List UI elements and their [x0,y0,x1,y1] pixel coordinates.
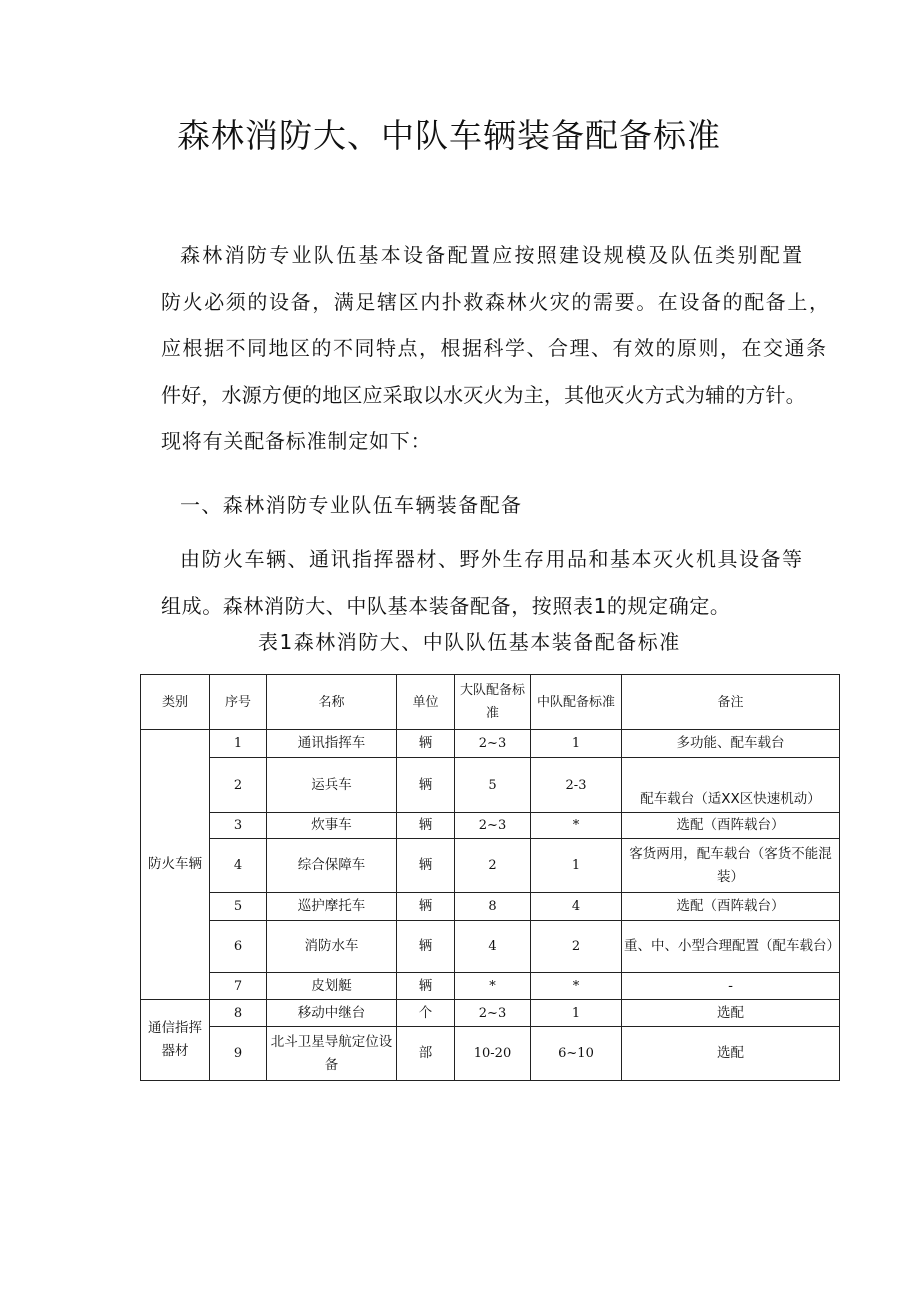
seq-cell: 9 [210,1027,267,1081]
intro-line: 防火必须的设备，满足辖区内扑救森林火灾的需要。在设备的配备上， [161,289,831,314]
brigade-cell: 2~3 [455,1000,531,1027]
seq-cell: 5 [210,893,267,921]
table-row [141,730,840,758]
seq-cell: 3 [210,813,267,839]
seq-cell: 7 [210,973,267,1000]
remark-cell: 选配 [622,1000,840,1027]
table-caption: 表1森林消防大、中队队伍基本装备配备标准 [258,630,681,654]
seq-cell: 2 [210,758,267,813]
brigade-cell: 8 [455,893,531,921]
intro-line: 森林消防专业队伍基本设备配置应按照建设规模及队伍类别配置 [180,243,805,267]
intro-line: 应根据不同地区的不同特点，根据科学、合理、有效的原则，在交通条 [161,336,828,360]
name-cell: 皮划艇 [267,973,397,1000]
table-row [141,1000,840,1027]
table-row [141,813,840,839]
unit-cell: 部 [397,1027,455,1081]
section-line: 由防火车辆、通讯指挥器材、野外生存用品和基本灭火机具设备等 [180,547,804,571]
name-cell: 移动中继台 [267,1000,397,1027]
seq-cell: 8 [210,1000,267,1027]
squadron-cell: 4 [531,893,622,921]
brigade-cell: * [455,973,531,1000]
seq-cell: 4 [210,839,267,893]
category-cell: 防火车辆 [141,730,210,1000]
section-heading: 一、森林消防专业队伍车辆装备配备 [180,493,523,517]
name-cell: 消防水车 [267,921,397,973]
unit-cell: 辆 [397,813,455,839]
remark-cell: 多功能、配车载台 [622,730,840,758]
intro-line: 件好，水源方便的地区应采取以水灭火为主，其他灭火方式为辅的方针。 [161,382,806,407]
remark-cell: - [622,973,840,1000]
header-brigade: 大队配备标准 [455,675,531,730]
header-unit: 单位 [397,675,455,730]
unit-cell: 辆 [397,839,455,893]
header-squadron: 中队配备标准 [531,675,622,730]
squadron-cell: * [531,813,622,839]
table-row [141,921,840,973]
remark-cell: 客货两用，配车载台（客货不能混装） [622,839,840,893]
unit-cell: 辆 [397,730,455,758]
brigade-cell: 2~3 [455,813,531,839]
name-cell: 巡护摩托车 [267,893,397,921]
header-remark: 备注 [622,675,840,730]
section-line: 组成。森林消防大、中队基本装备配备，按照表1的规定确定。 [161,593,731,618]
unit-cell: 个 [397,1000,455,1027]
category-cell: 通信指挥器材 [141,1000,210,1081]
unit-cell: 辆 [397,921,455,973]
unit-cell: 辆 [397,893,455,921]
name-cell: 通讯指挥车 [267,730,397,758]
brigade-cell: 4 [455,921,531,973]
table-row [141,973,840,1000]
table-row [141,839,840,893]
squadron-cell: 1 [531,1000,622,1027]
remark-cell: 选配（酉阵载台） [622,813,840,839]
document-title: 森林消防大、中队车辆装备配备标准 [177,116,721,155]
name-cell: 综合保障车 [267,839,397,893]
brigade-cell: 10-20 [455,1027,531,1081]
remark-cell: 重、中、小型合理配置（配车载台） [622,921,840,973]
squadron-cell: 1 [531,730,622,758]
table-row [141,1027,840,1081]
name-cell: 炊事车 [267,813,397,839]
brigade-cell: 2 [455,839,531,893]
squadron-cell: 2-3 [531,758,622,813]
table-header-row [141,675,840,730]
name-cell: 北斗卫星导航定位设备 [267,1027,397,1081]
section-paragraph [161,536,858,629]
unit-cell: 辆 [397,973,455,1000]
table-row [141,893,840,921]
remark-cell: 选配（酉阵载台） [622,893,840,921]
brigade-cell: 2~3 [455,730,531,758]
squadron-cell: 1 [531,839,622,893]
squadron-cell: * [531,973,622,1000]
remark-cell: 选配 [622,1027,840,1081]
seq-cell: 6 [210,921,267,973]
header-seq: 序号 [210,675,267,730]
table-row [141,758,840,813]
squadron-cell: 2 [531,921,622,973]
unit-cell: 辆 [397,758,455,813]
equipment-table [140,674,840,1081]
intro-line: 现将有关配备标准制定如下： [161,429,432,453]
header-name: 名称 [267,675,397,730]
seq-cell: 1 [210,730,267,758]
remark-cell: 配车载台（适XX区快速机动） [622,758,840,813]
name-cell: 运兵车 [267,758,397,813]
header-category: 类别 [141,675,210,730]
squadron-cell: 6~10 [531,1027,622,1081]
intro-paragraph [161,232,858,465]
brigade-cell: 5 [455,758,531,813]
